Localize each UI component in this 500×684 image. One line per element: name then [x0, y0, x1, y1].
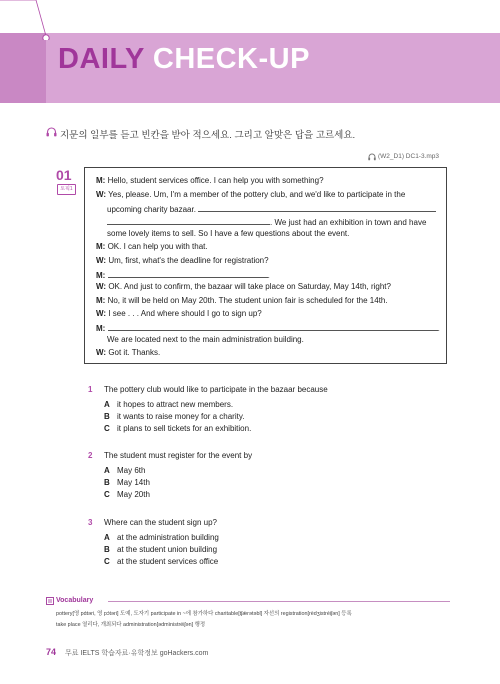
utterance: Got it. Thanks.: [108, 348, 161, 357]
vocabulary-line: pottery[영 pɑ́təri, 영 pɔ́təri] 도예, 도자기 participate in ~에 참가하다 charitable[tʃǽrətəbl] 자선의 registration[rèdʒistréiʃən] 등록: [56, 611, 352, 617]
speaker: M:: [96, 176, 106, 185]
topic-tag: 토픽1: [57, 184, 76, 195]
vocabulary-divider: [108, 601, 450, 602]
option-text[interactable]: it wants to raise money for a charity.: [117, 412, 245, 421]
title-word-checkup: CHECK-UP: [152, 43, 310, 75]
question-text: The pottery club would like to participate in the bazaar because: [104, 385, 328, 394]
headphones-icon: [46, 127, 57, 137]
option-letter[interactable]: B: [104, 545, 110, 554]
question-number: 1: [88, 385, 93, 394]
dialogue-line: [107, 335, 304, 345]
speaker: W:: [96, 256, 107, 265]
option-letter[interactable]: B: [104, 412, 110, 421]
utterance: No, it will be held on May 20th. The student union fair is scheduled for the 14th.: [107, 296, 388, 305]
dialogue-line: [96, 282, 391, 292]
option-letter[interactable]: C: [104, 490, 110, 499]
option-text[interactable]: at the administration building: [117, 533, 219, 542]
dialogue-line: [96, 296, 388, 306]
option-letter[interactable]: B: [104, 478, 110, 487]
audio-file-label: (W2_D1) DC1-3.mp3: [378, 153, 440, 160]
utterance: .: [437, 324, 440, 333]
option-text[interactable]: May 20th: [117, 490, 150, 499]
utterance: . We just had an exhibition in town and have: [270, 218, 427, 227]
dialogue-line: [96, 269, 270, 281]
page-title: [58, 45, 310, 74]
utterance: We are located next to the main administration building.: [107, 335, 304, 344]
option-text[interactable]: at the student services office: [117, 557, 219, 566]
utterance: OK. I can help you with that.: [107, 242, 208, 251]
instruction-text: 지문의 일부를 듣고 빈칸을 받아 적으세요. 그리고 알맞은 답을 고르세요.: [60, 130, 356, 141]
speaker: W:: [96, 309, 107, 318]
answer-blank[interactable]: [107, 216, 270, 225]
dialogue-line: [96, 242, 208, 252]
speaker: W:: [96, 282, 107, 291]
dialogue-line: [96, 348, 160, 358]
question-text: Where can the student sign up?: [104, 518, 217, 527]
dialogue-line: [107, 203, 436, 215]
utterance: OK. And just to confirm, the bazaar will take place on Saturday, May 14th, right?: [108, 282, 391, 291]
option-letter[interactable]: A: [104, 533, 110, 542]
page-number: 74: [46, 647, 57, 657]
utterance: Um, first, what's the deadline for registration?: [108, 256, 269, 265]
dialogue-line: [96, 190, 405, 200]
question-number: 01: [56, 167, 72, 183]
speaker: M:: [96, 271, 106, 280]
footer-text: 무료 IELTS 학습자료·유학정보 goHackers.com: [65, 650, 209, 657]
answer-blank[interactable]: [108, 269, 268, 278]
speaker: W:: [96, 348, 107, 357]
option-letter[interactable]: C: [104, 424, 110, 433]
speaker: W:: [96, 190, 107, 199]
speaker: M:: [96, 324, 106, 333]
utterance: I see . . . And where should I go to sign up?: [108, 309, 262, 318]
header-band-accent: [0, 33, 46, 103]
option-text[interactable]: May 14th: [117, 478, 150, 487]
dialogue-line: [96, 256, 269, 266]
answer-blank[interactable]: [108, 322, 438, 331]
audio-headphones-icon: [368, 153, 376, 161]
dialogue-line: [96, 176, 324, 186]
question-number: 3: [88, 518, 93, 527]
utterance: Yes, please. Um, I'm a member of the pottery club, and we'd like to participate in the: [108, 190, 406, 199]
dialogue-line: [107, 229, 349, 239]
option-text[interactable]: it plans to sell tickets for an exhibition.: [117, 424, 252, 433]
question-text: The student must register for the event by: [104, 451, 253, 460]
speaker: M:: [96, 296, 106, 305]
dialogue-line: [107, 216, 426, 228]
dialogue-line: [96, 309, 262, 319]
dialogue-line: [96, 322, 440, 334]
corner-line-decoration: [0, 0, 60, 40]
option-text[interactable]: at the student union building: [117, 545, 218, 554]
option-letter[interactable]: A: [104, 466, 110, 475]
utterance: Hello, student services office. I can help you with something?: [107, 176, 324, 185]
utterance: .: [267, 271, 270, 280]
option-text[interactable]: May 6th: [117, 466, 146, 475]
title-word-daily: DAILY: [58, 43, 145, 75]
book-icon: [46, 597, 54, 605]
option-text[interactable]: it hopes to attract new members.: [117, 400, 234, 409]
utterance: upcoming charity bazaar.: [107, 205, 196, 214]
vocabulary-line: take place 열리다, 개최되다 administration[ədmìnistréiʃən] 행정: [56, 622, 206, 628]
answer-blank[interactable]: [198, 203, 436, 212]
option-letter[interactable]: A: [104, 400, 110, 409]
utterance: some lovely items to sell. So I have a few questions about the event.: [107, 229, 350, 238]
vocabulary-title: Vocabulary: [56, 597, 94, 604]
option-letter[interactable]: C: [104, 557, 110, 566]
question-number: 2: [88, 451, 93, 460]
speaker: M:: [96, 242, 106, 251]
